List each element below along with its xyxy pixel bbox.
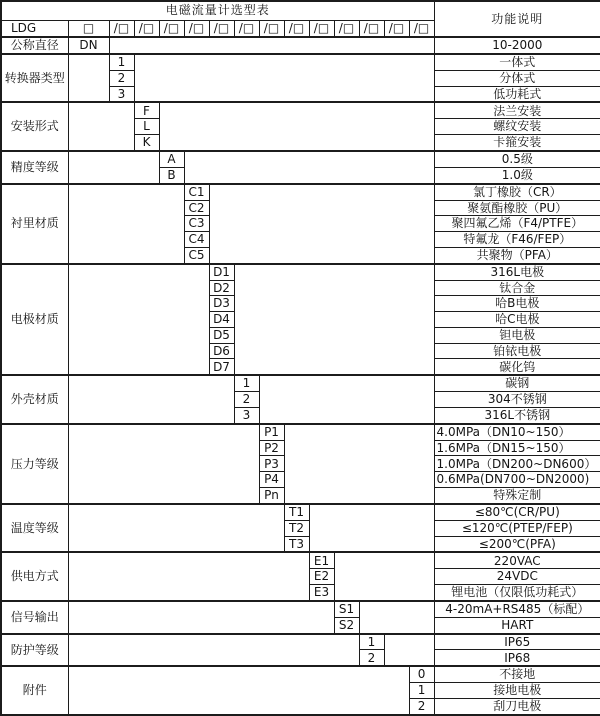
group-row [1,264,600,280]
spacer-cell [259,375,434,424]
code-cell: T3 [284,536,309,552]
code-cell: D7 [209,359,234,375]
group-row [1,375,600,391]
function-cell: 0.6MPa(DN700~DN2000) [434,472,600,488]
model-prefix-label: LDG [1,20,68,37]
function-cell: 螺纹安装 [434,119,600,135]
function-cell: IP68 [434,650,600,666]
group-label: 供电方式 [1,552,68,601]
code-cell: 1 [109,54,134,70]
code-cell: E2 [309,569,334,585]
group-row [1,666,600,682]
spacer-cell [68,375,234,424]
code-cell: D4 [209,312,234,328]
function-cell: 低功耗式 [434,86,600,102]
code-cell: E3 [309,585,334,601]
code-cell: C2 [184,200,209,216]
option-checkbox: /□ [259,20,284,37]
option-checkbox: /□ [359,20,384,37]
spacer-cell [68,552,309,601]
spacer-cell [384,634,434,667]
spacer-cell [309,504,434,553]
code-cell: S2 [334,617,359,633]
function-cell: 0.5级 [434,151,600,167]
spacer-cell [68,54,109,103]
code-cell: C3 [184,216,209,232]
group-label: 信号输出 [1,601,68,634]
code-cell: E1 [309,552,334,568]
function-cell: 1.0级 [434,167,600,183]
function-cell: 316L不锈钢 [434,407,600,423]
code-cell: T2 [284,520,309,536]
spacer-cell [234,264,434,376]
spacer-cell [134,54,434,103]
group-label: 电极材质 [1,264,68,376]
function-cell: 1.0MPa（DN200~DN600） [434,456,600,472]
function-cell: ≤80℃(CR/PU) [434,504,600,520]
spacer-cell [68,184,184,264]
function-cell: 卡箍安装 [434,135,600,151]
option-checkbox: /□ [134,20,159,37]
group-label: 外壳材质 [1,375,68,424]
spacer-cell [68,601,334,634]
function-cell: 接地电极 [434,683,600,699]
function-cell: 钛合金 [434,280,600,296]
group-label: 安装形式 [1,102,68,151]
code-cell: T1 [284,504,309,520]
code-cell: 1 [359,634,384,650]
group-row [1,151,600,167]
code-cell: P1 [259,424,284,440]
code-cell: 2 [234,392,259,408]
diameter-code: DN [68,37,109,54]
group-label: 转换器类型 [1,54,68,103]
code-cell: P2 [259,440,284,456]
group-row [1,601,600,617]
option-checkbox: /□ [384,20,409,37]
option-checkbox: /□ [184,20,209,37]
group-row [1,504,600,520]
function-cell: 碳化钨 [434,359,600,375]
spacer-cell [68,666,409,715]
function-cell: 刮刀电极 [434,698,600,715]
group-row [1,54,600,70]
spacer-cell [68,634,359,667]
group-row [1,102,600,118]
function-cell: 316L电极 [434,264,600,280]
spacer-cell [109,37,434,54]
title-row [1,1,600,20]
function-cell: 特氟龙（F46/FEP） [434,232,600,248]
code-cell: 3 [234,407,259,423]
code-cell: P3 [259,456,284,472]
option-checkbox: /□ [109,20,134,37]
group-row [1,552,600,568]
option-checkbox: /□ [284,20,309,37]
table-title: 电磁流量计选型表 [1,1,434,20]
option-checkbox: /□ [334,20,359,37]
group-label: 附件 [1,666,68,715]
group-row [1,184,600,200]
code-cell: 2 [359,650,384,666]
function-cell: 一体式 [434,54,600,70]
spacer-cell [68,264,209,376]
spacer-cell [359,601,434,634]
function-cell: 钽电极 [434,327,600,343]
code-cell: 1 [409,683,434,699]
code-cell: D1 [209,264,234,280]
group-row [1,634,600,650]
group-label: 温度等级 [1,504,68,553]
function-cell: HART [434,617,600,633]
spacer-cell [68,151,159,184]
function-cell: 共聚物（PFA） [434,247,600,263]
function-cell: 铂铱电极 [434,343,600,359]
code-cell: S1 [334,601,359,617]
code-cell: 2 [109,70,134,86]
code-cell: D2 [209,280,234,296]
option-checkbox: /□ [234,20,259,37]
spacer-cell [68,504,284,553]
code-cell: P4 [259,472,284,488]
function-cell: ≤200℃(PFA) [434,536,600,552]
function-cell: 锂电池（仅限低功耗式） [434,585,600,601]
function-cell: 哈B电极 [434,296,600,312]
code-cell: D3 [209,296,234,312]
function-cell: 10-2000 [434,37,600,54]
function-cell: 法兰安装 [434,102,600,118]
function-cell: 220VAC [434,552,600,568]
group-label: 精度等级 [1,151,68,184]
function-cell: 氯丁橡胶（CR） [434,184,600,200]
code-cell: C4 [184,232,209,248]
code-cell: D6 [209,343,234,359]
code-cell: F [134,102,159,118]
function-cell: 分体式 [434,70,600,86]
spacer-cell [209,184,434,264]
code-cell: 1 [234,375,259,391]
function-cell: 4-20mA+RS485（标配） [434,601,600,617]
group-label: 防护等级 [1,634,68,667]
diameter-label: 公称直径 [1,37,68,54]
function-cell: 碳钢 [434,375,600,391]
code-cell: A [159,151,184,167]
function-cell: 4.0MPa（DN10~150） [434,424,600,440]
code-cell: 0 [409,666,434,682]
spacer-cell [184,151,434,184]
code-cell: C1 [184,184,209,200]
function-cell: 1.6MPa（DN15~150） [434,440,600,456]
code-cell: K [134,135,159,151]
option-checkbox: /□ [309,20,334,37]
function-cell: 聚氨酯橡胶（PU） [434,200,600,216]
diameter-row [1,37,600,54]
code-cell: D5 [209,327,234,343]
code-cell: L [134,119,159,135]
function-cell: IP65 [434,634,600,650]
group-label: 压力等级 [1,424,68,504]
function-cell: 不接地 [434,666,600,682]
option-checkbox: /□ [409,20,434,37]
function-cell: 哈C电极 [434,312,600,328]
function-cell: ≤120℃(PTEP/FEP) [434,520,600,536]
function-cell: 24VDC [434,569,600,585]
code-cell: B [159,167,184,183]
function-cell: 聚四氟乙烯（F4/PTFE） [434,216,600,232]
spacer-cell [334,552,434,601]
code-cell: 2 [409,698,434,715]
group-row [1,424,600,440]
spacer-cell [68,102,134,151]
function-column-header: 功能说明 [434,1,600,37]
option-checkbox: /□ [159,20,184,37]
group-label: 衬里材质 [1,184,68,264]
option-checkbox: /□ [209,20,234,37]
code-cell: Pn [259,488,284,504]
spacer-cell [284,424,434,504]
code-cell: C5 [184,247,209,263]
spacer-cell [68,424,259,504]
base-checkbox: □ [68,20,109,37]
spacer-cell [159,102,434,151]
function-cell: 特殊定制 [434,488,600,504]
code-cell: 3 [109,86,134,102]
function-cell: 304不锈钢 [434,392,600,408]
